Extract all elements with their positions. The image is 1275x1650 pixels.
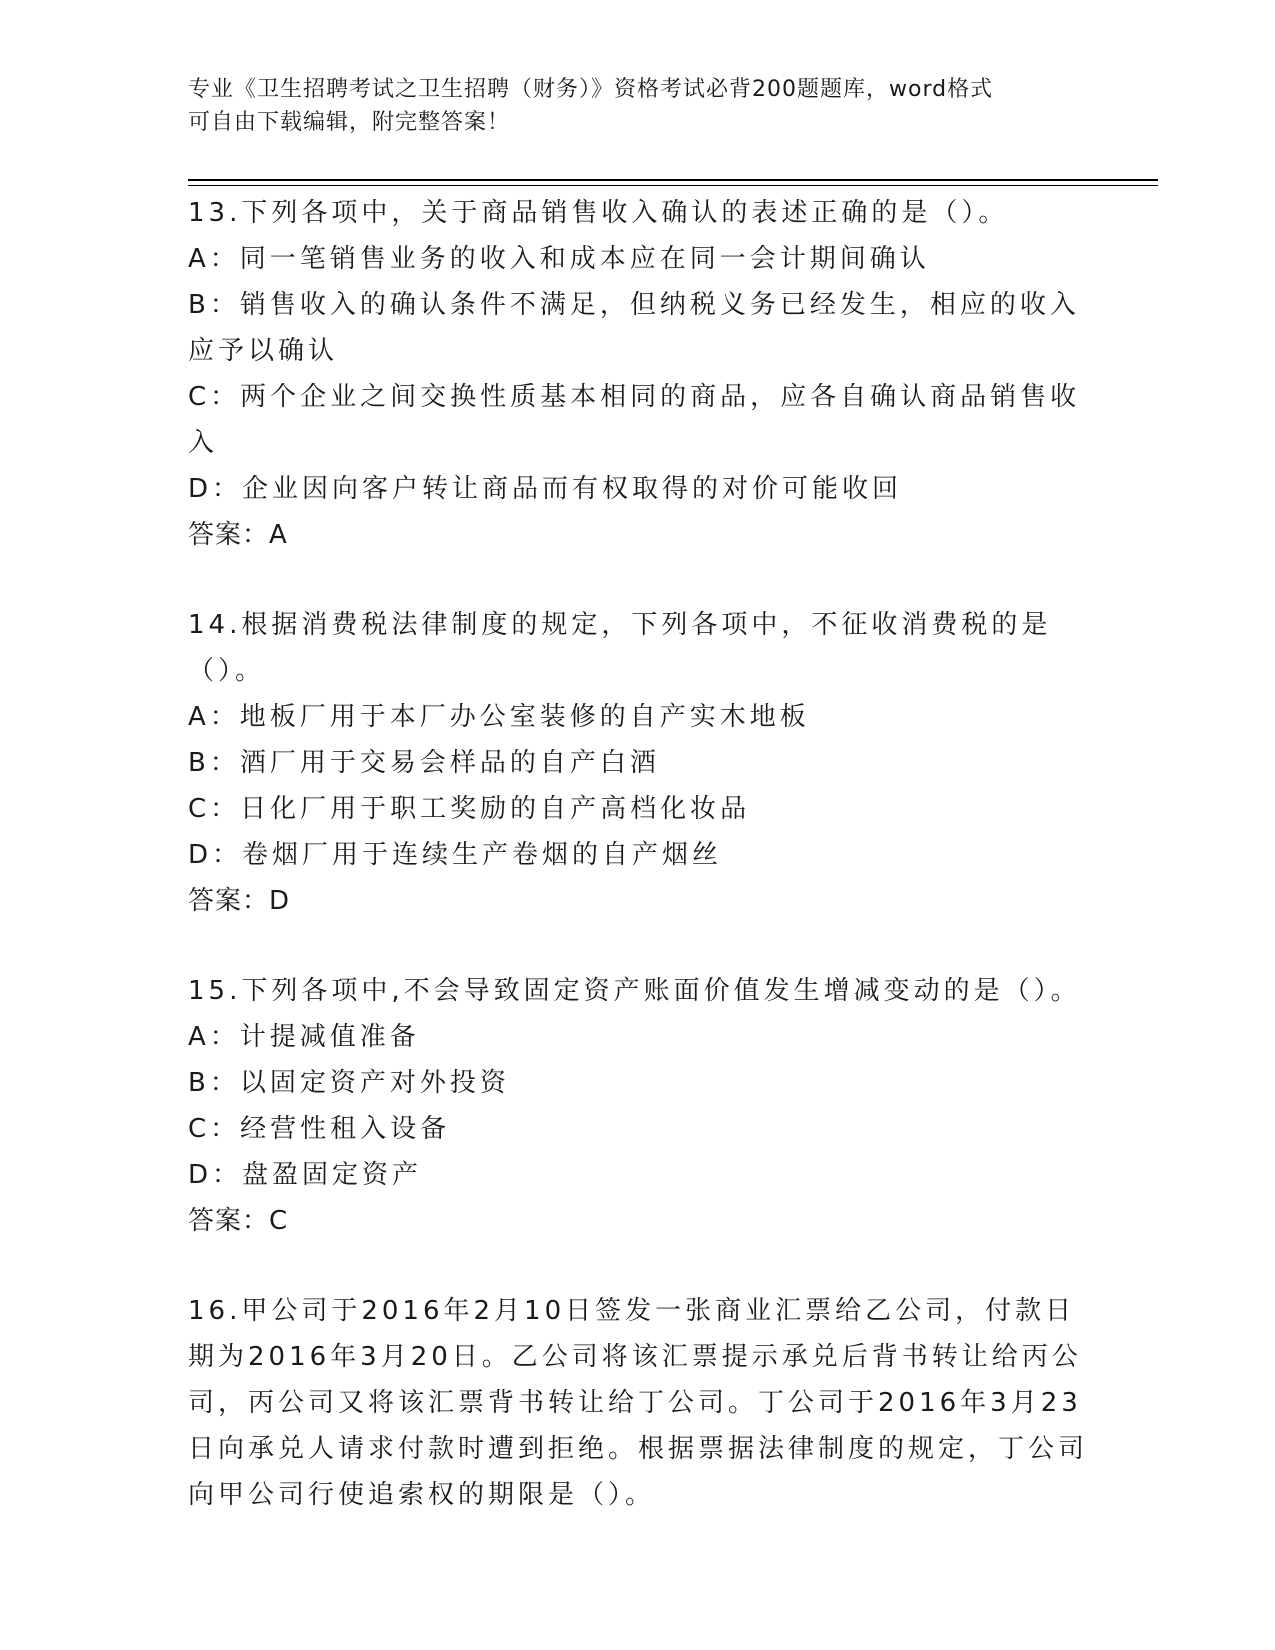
header-line-1: 专业《卫生招聘考试之卫生招聘（财务）》资格考试必背200题题库，word格式	[188, 77, 994, 102]
header-line-2: 可自由下载编辑，附完整答案！	[188, 110, 511, 135]
question-stem: 15.下列各项中,不会导致固定资产账面价值发生增减变动的是（）。	[188, 976, 1081, 1006]
question-14	[188, 602, 1088, 924]
answer-line	[188, 878, 1088, 924]
answer-label: 答案：	[188, 1206, 270, 1236]
option-d: D：企业因向客户转让商品而有权取得的对价可能收回	[188, 474, 903, 504]
document-header	[188, 73, 1088, 139]
answer-value: C	[269, 1206, 289, 1236]
option-c: C：日化厂用于职工奖励的自产高档化妆品	[188, 794, 751, 824]
answer-label: 答案：	[188, 520, 270, 550]
question-15	[188, 968, 1088, 1244]
header-divider-thin	[188, 185, 1158, 186]
answer-value: A	[269, 520, 288, 550]
option-b: B：销售收入的确认条件不满足，但纳税义务已经发生，相应的收入应予以确认	[188, 290, 1080, 366]
option-a: A：计提减值准备	[188, 1022, 420, 1052]
question-stem: 13.下列各项中，关于商品销售收入确认的表述正确的是（）。	[188, 198, 1009, 228]
question-list	[188, 190, 1088, 1562]
question-stem: 14.根据消费税法律制度的规定，下列各项中，不征收消费税的是（）。	[188, 610, 1052, 686]
option-b: B：以固定资产对外投资	[188, 1068, 510, 1098]
header-divider-thick	[188, 179, 1158, 181]
option-b: B：酒厂用于交易会样品的自产白酒	[188, 748, 660, 778]
question-13	[188, 190, 1088, 558]
question-stem: 16.甲公司于2016年2月10日签发一张商业汇票给乙公司，付款日期为2016年3月20日。乙公司将该汇票提示承兑后背书转让给丙公司，丙公司又将该汇票背书转让给丁公司。丁公司于2016年3月23日向承兑人请求付款时遭到拒绝。根据票据法律制度的规定，丁公司向甲公司行使追索权的期限是（）。	[188, 1296, 1089, 1510]
option-c: C：两个企业之间交换性质基本相同的商品，应各自确认商品销售收入	[188, 382, 1081, 458]
option-c: C：经营性租入设备	[188, 1114, 451, 1144]
option-d: D：盘盈固定资产	[188, 1160, 423, 1190]
option-d: D：卷烟厂用于连续生产卷烟的自产烟丝	[188, 840, 723, 870]
answer-value: D	[269, 886, 291, 916]
answer-label: 答案：	[188, 886, 270, 916]
question-16	[188, 1288, 1088, 1518]
answer-line	[188, 1198, 1088, 1244]
option-a: A：同一笔销售业务的收入和成本应在同一会计期间确认	[188, 244, 930, 274]
answer-line	[188, 512, 1088, 558]
option-a: A：地板厂用于本厂办公室装修的自产实木地板	[188, 702, 810, 732]
